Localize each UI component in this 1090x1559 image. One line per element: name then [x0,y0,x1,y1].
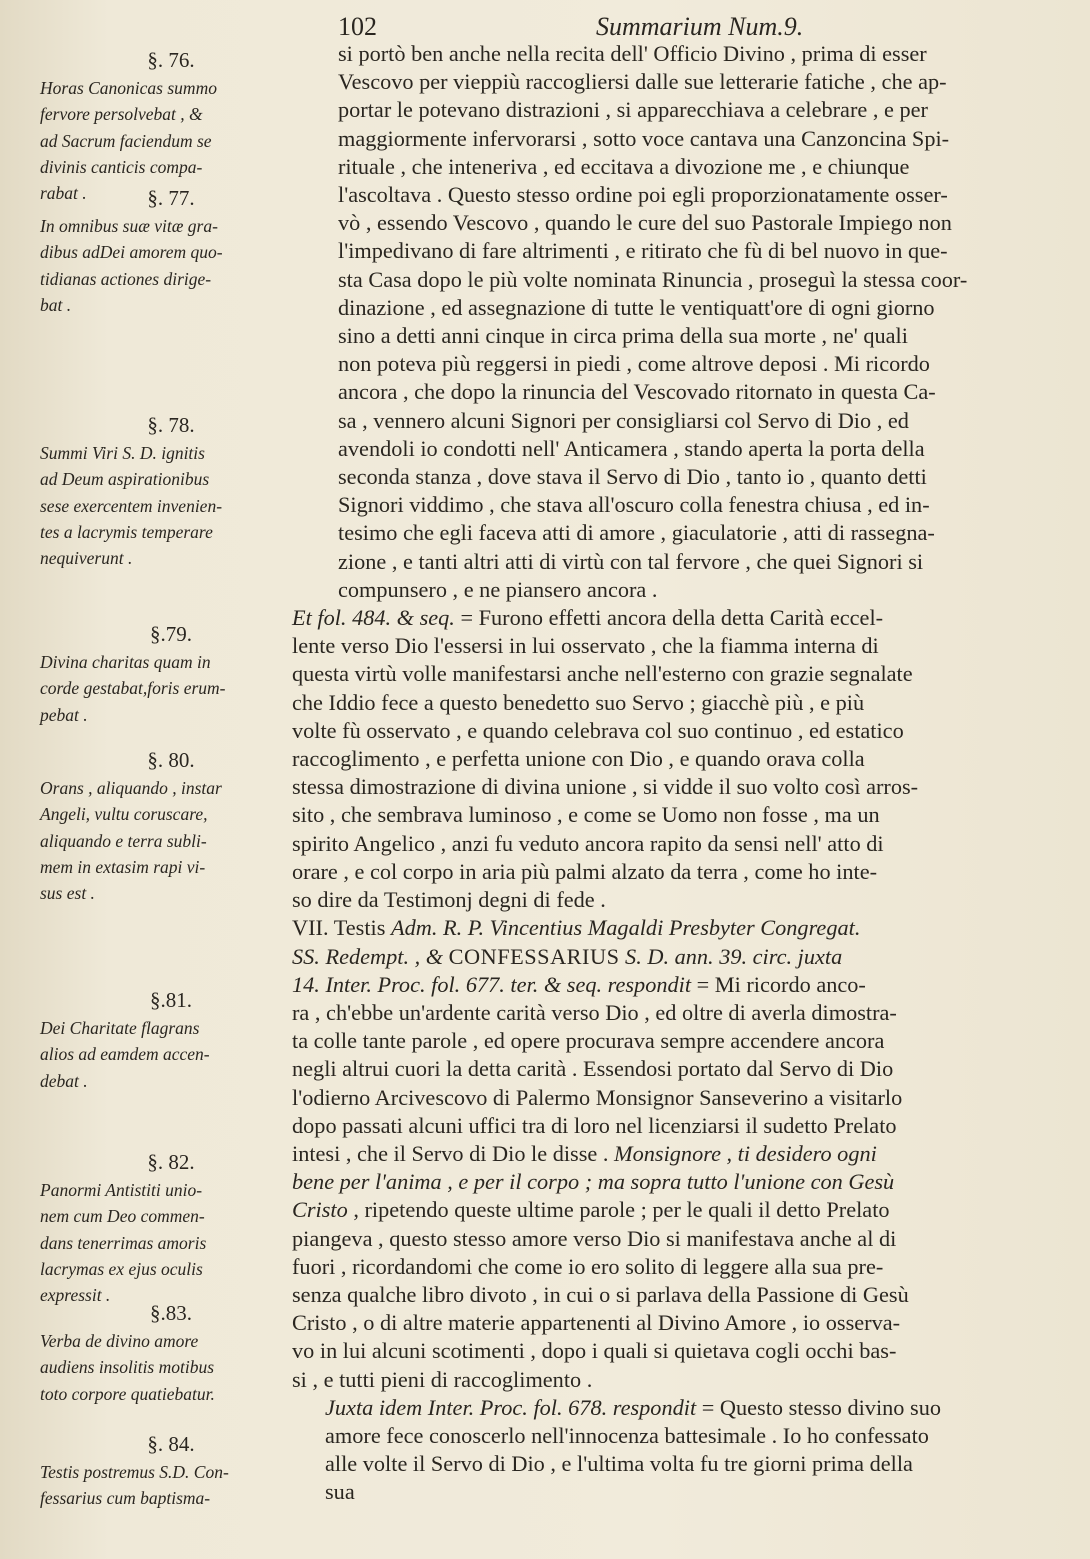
margin-note-83 [40,1301,302,1407]
margin-summary: Summi Viri S. D. ignitis ad Deum aspirationibus sese exercentem invenien- tes a lacrymis temperare nequiverunt . [40,443,223,569]
paragraph-number: §. 77. [147,186,195,210]
margin-note-80 [40,748,302,906]
margin-summary: Dei Charitate flagrans alios ad eamdem accen- debat . [40,1018,210,1091]
running-title: Summarium Num.9. [596,12,804,41]
paragraph-text: = Mi ricordo anco- ra , ch'ebbe un'ardente carità verso Dio , ed oltre di averla dimostra- ta colle tante parole , ed opere procurava sempre accendere ancora negli altrui cuori la detta carità . Essendosi portato dal Servo di Dio l'odierno Arcivescovo di Palermo Monsignor Sanseverino a visitarlo dopo passati alcuni uffici tra di loro nel licenziarsi il sudetto Prelato intesi , che il Servo di Dio le disse . [292,971,903,1166]
margin-note-77 [40,186,302,318]
paragraph-text: = Questo stesso divino suo amore fece conoscerlo nell'innocenza battesimale . Io ho confessato alle volte il Servo di Dio , e l'ultima volta fu tre giorni prima della sua [325,1394,941,1505]
page-header [338,12,1068,42]
body-paragraph-1: si portò ben anche nella recita dell' Officio Divino , prima di esser Vescovo per vieppiù raccogliersi dalle sue letterarie fatiche , che ap- portar le potevano distrazioni , si apparecchiava a celebrare , e per maggiormente infervorarsi , sotto voce cantava una Canzoncina Spi- rituale , che inteneriva , ed eccitava a divozione me , e chiunque l'ascoltava . Questo stesso ordine poi egli proporzionatamente osser- vò , essendo Vescovo , quando le cure del suo Pastorale Impiego non l'impedivano di fare altrimenti , e ritirato che fù di bel nuovo in que- sta Casa dopo le più volte nominata Rinuncia , proseguì la stessa coor- dinazione , ed assegnazione di tutte le ventiquatt'ore di ogni giorno sino a detti anni cinque in circa prima della sua morte , ne' quali non poteva più reggersi in piedi , come altrove deposi . Mi ricordo ancora , che dopo la rinuncia del Vescovado ritornato in questa Ca- sa , vennero alcuni Signori per consigliarsi col Servo di Dio , ed avendoli io condotti nell' Anticamera , stando aperta la porta della seconda stanza , dove stava il Servo di Dio , tanto io , quanto detti Signori viddimo , che stava all'oscuro colla fenestra chiusa , ed in- tesimo che egli faceva atti di amore , giaculatorie , atti di rassegna- zione , e tanti altri atti di virtù con tal fervore , che quei Signori si compunsero , e ne piansero ancora . [338,41,968,602]
margin-note-76 [40,48,302,206]
margin-note-78 [40,413,302,571]
margin-summary: Panormi Antistiti unio- nem cum Deo commen- dans tenerrimas amoris lacrymas ex ejus oculis expressit . [40,1180,207,1306]
margin-note-79 [40,622,302,728]
paragraph-text: , ripetendo queste ultime parole ; per le quali il detto Prelato piangeva , questo stesso amore verso Dio si manifestava anche al di fuori , ricordandomi che come io ero solito di leggere alla sua pre- senza qualche libro divoto , in cui o si parlava della Passione di Gesù Cristo , o di altre materie appartenenti al Divino Amore , io osserva- vo in lui alcuni scotimenti , dopo i quali si quietava cogli occhi bas- si , e tutti pieni di raccoglimento . [292,1197,909,1392]
witness-role: CONFESSARIUS [448,943,620,969]
paragraph-text: = Furono effetti ancora della detta Carità eccel- lente verso Dio l'essersi in lui osservato , che la fiamma interna di questa virtù volle manifestarsi anche nell'esterno con grazie segnalate che Iddio fece a questo benedetto suo Servo ; giacchè più , e più volte fù osservato , e quando celebrava col suo continuo , ed estatico raccoglimento , e perfetta unione con Dio , e quando orava colla stessa dimostrazione di divina unione , si vidde il suo volto così arros- sito , che sembrava luminoso , e come se Uomo non fosse , ma un spirito Angelico , anzi fu veduto ancora rapito da sensi nell' atto di orare , e col corpo in aria più palmi alzato da terra , come ho inte- so dire da Testimonj degni di fede . [292,605,919,913]
margin-summary: Verba de divino amore audiens insolitis motibus toto corpore quatiebatur. [40,1331,215,1404]
body-paragraph-2 [292,604,1062,914]
main-text [292,40,1062,1507]
paragraph-number: §. 78. [147,413,195,437]
folio-reference: Et fol. 484. & seq. [292,605,455,631]
folio-reference: Juxta idem Inter. Proc. fol. 678. respondit [325,1394,697,1420]
margin-note-81 [40,988,302,1094]
witness-label: VII. Testis [292,915,391,941]
quoted-words: Monsignore , ti desidero ogni bene per l'anima , e per il corpo ; ma sopra tutto l'unione con Gesù Cristo [292,1140,895,1223]
margin-note-82 [40,1150,302,1308]
folio-reference: S. D. ann. 39. circ. juxta 14. Inter. Proc. fol. 677. ter. & seq. respondit [292,943,843,997]
margin-summary: Divina charitas quam in corde gestabat,foris erum- pebat . [40,652,226,725]
margin-summary: Orans , aliquando , instar Angeli, vultu coruscare, aliquando e terra subli- mem in extasim rapi vi- sus est . [40,778,222,904]
paragraph-number: §. 76. [147,48,195,72]
body-paragraph-4 [292,1394,1062,1507]
paragraph-number: §.81. [150,988,192,1012]
paragraph-number: §. 82. [147,1150,195,1174]
margin-summary: In omnibus suæ vitæ gra- dibus adDei amorem quo- tidianas actiones dirige- bat . [40,216,223,315]
margin-summary: Testis postremus S.D. Con- fessarius cum baptisma- [40,1462,229,1509]
witness-paragraph [292,914,1062,1393]
paragraph-number: §. 80. [147,748,195,772]
margin-summary: Horas Canonicas summo fervore persolvebat , & ad Sacrum faciendum se divinis canticis compa- rabat . [40,78,217,204]
margin-note-84 [40,1432,302,1512]
paragraph-number: §.79. [150,622,192,646]
page-number: 102 [338,12,377,41]
paragraph-number: §. 84. [147,1432,195,1456]
paragraph-number: §.83. [150,1301,192,1325]
witness-name: Adm. R. P. Vincentius Magaldi Presbyter Congregat. SS. Redempt. , & [292,915,861,969]
